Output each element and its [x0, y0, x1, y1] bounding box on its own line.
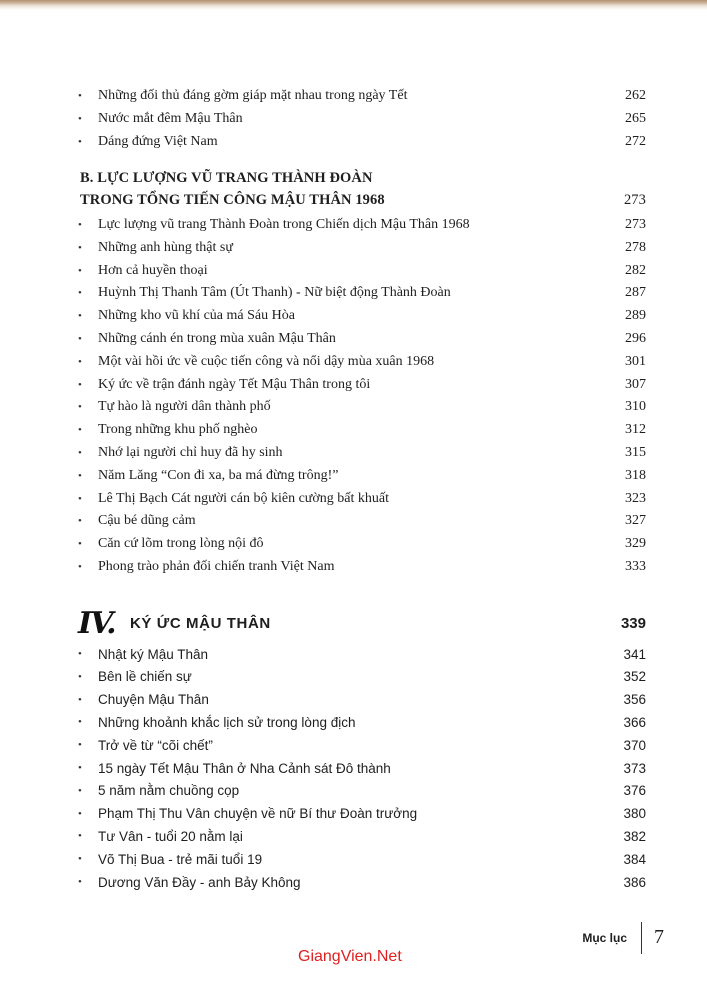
- toc-entry-page: 382: [623, 828, 646, 844]
- bullet-icon: •: [78, 241, 82, 254]
- toc-entry-page: 272: [625, 133, 646, 149]
- toc-entry: [78, 260, 646, 282]
- toc-entry: [78, 556, 646, 578]
- toc-entry: [78, 108, 646, 130]
- toc-entry-title: Huỳnh Thị Thanh Tâm (Út Thanh) - Nữ biệt động Thành Đoàn: [98, 285, 451, 301]
- bullet-icon: •: [78, 716, 82, 729]
- toc-entry-title: Tư Vân - tuổi 20 nằm lại: [98, 828, 243, 844]
- footer-page-number: 7: [654, 926, 664, 948]
- bullet-icon: •: [78, 538, 82, 551]
- toc-entry-title: Những khoảnh khắc lịch sử trong lòng địch: [98, 714, 356, 730]
- toc-entry-page: 373: [623, 760, 646, 776]
- bullet-icon: •: [78, 135, 82, 148]
- toc-entry-title: Hơn cả huyền thoại: [98, 262, 208, 278]
- toc-entry: [78, 848, 646, 870]
- bullet-icon: •: [78, 876, 82, 888]
- toc-entry: [78, 711, 646, 733]
- chapter-title: KÝ ỨC MẬU THÂN: [130, 614, 271, 632]
- toc-entry: [78, 214, 646, 236]
- toc-entry-title: Những đối thủ đáng gờm giáp mặt nhau trong ngày Tết: [98, 88, 408, 103]
- toc-entry: [78, 419, 646, 441]
- toc-entry-page: 289: [625, 308, 646, 324]
- toc-entry-title: Nhớ lại người chỉ huy đã hy sinh: [98, 445, 283, 460]
- toc-entry-page: 352: [623, 669, 646, 685]
- toc-entry: [78, 85, 646, 107]
- toc-entry-title: Cậu bé dũng cảm: [98, 513, 196, 529]
- bullet-icon: •: [78, 310, 82, 323]
- watermark-text: GiangVien.Net: [298, 948, 402, 965]
- bullet-icon: •: [78, 424, 82, 437]
- section-b-title-line2: TRONG TỔNG TIẾN CÔNG MẬU THÂN 1968: [80, 191, 385, 208]
- bullet-icon: •: [78, 401, 82, 414]
- toc-entry: [78, 803, 646, 825]
- toc-entry-title: Phạm Thị Thu Vân chuyện về nữ Bí thư Đoàn trưởng: [98, 806, 418, 822]
- toc-entry-title: Võ Thị Bua - trẻ mãi tuổi 19: [98, 851, 263, 867]
- toc-entry: [78, 689, 646, 711]
- toc-entry-title: Trở về từ “cõi chết”: [98, 737, 213, 753]
- toc-entry-page: 341: [623, 646, 646, 662]
- toc-entry: [78, 734, 646, 756]
- toc-entry: [78, 465, 646, 487]
- toc-entry-page: 376: [623, 783, 646, 799]
- toc-entry: [78, 780, 646, 802]
- toc-entry-title: Nhật ký Mậu Thân: [98, 646, 209, 662]
- chapter-numeral: IV.: [78, 605, 115, 641]
- bullet-icon: •: [78, 333, 82, 345]
- section-b-title-line1: B. LỰC LƯỢNG VŨ TRANG THÀNH ĐOÀN: [80, 169, 373, 186]
- toc-entry-page: 386: [623, 874, 646, 890]
- toc-entry-title: Những cánh én trong mùa xuân Mậu Thân: [98, 331, 336, 346]
- bullet-icon: •: [78, 469, 82, 482]
- toc-entry: [78, 305, 646, 327]
- toc-entry-title: Những kho vũ khí của má Sáu Hòa: [98, 308, 295, 324]
- toc-entry: [78, 374, 646, 396]
- toc-entry-page: 366: [623, 714, 646, 730]
- toc-entry-title: Trong những khu phố nghèo: [98, 422, 258, 438]
- toc-entry-title: Lê Thị Bạch Cát người cán bộ kiên cường bất khuất: [98, 490, 389, 506]
- toc-entry-page: 310: [625, 399, 646, 415]
- toc-entry-title: Dáng đứng Việt Nam: [98, 133, 218, 149]
- toc-entry-title: 5 năm nằm chuồng cọp: [98, 783, 240, 799]
- toc-entry-title: Căn cứ lõm trong lòng nội đô: [98, 536, 264, 552]
- toc-entry: [78, 757, 646, 779]
- toc-entry-title: Tự hào là người dân thành phố: [98, 399, 271, 415]
- bullet-icon: •: [78, 219, 82, 231]
- toc-entry-page: 265: [625, 110, 646, 126]
- toc-entry-title: Chuyện Mậu Thân: [98, 692, 209, 708]
- toc-entry-page: 315: [625, 445, 646, 460]
- toc-entry: [78, 442, 646, 464]
- toc-entry-page: 329: [625, 536, 646, 552]
- toc-entry-page: 287: [625, 285, 646, 301]
- bullet-icon: •: [78, 693, 82, 706]
- toc-entry-page: 384: [623, 851, 646, 867]
- bullet-icon: •: [78, 762, 82, 774]
- bullet-icon: •: [78, 492, 82, 505]
- toc-entry: [78, 643, 646, 665]
- toc-entry: [78, 871, 646, 893]
- footer-divider: [641, 922, 642, 954]
- toc-entry-title: Lực lượng vũ trang Thành Đoàn trong Chiến dịch Mậu Thân 1968: [98, 217, 470, 232]
- bullet-icon: •: [78, 378, 82, 391]
- toc-entry-page: 273: [625, 217, 646, 232]
- bullet-icon: •: [78, 561, 82, 573]
- bullet-icon: •: [78, 447, 82, 459]
- bullet-icon: •: [78, 264, 82, 277]
- toc-entry-page: 296: [625, 331, 646, 346]
- toc-entry: [78, 328, 646, 350]
- toc-entry: [78, 533, 646, 555]
- section-b-heading: [80, 167, 646, 211]
- toc-entry-title: Năm Lăng “Con đi xa, ba má đừng trông!”: [98, 467, 339, 483]
- bullet-icon: •: [78, 355, 82, 368]
- toc-entry-page: 278: [625, 239, 646, 255]
- bullet-icon: •: [78, 739, 82, 752]
- toc-entry-title: Nước mắt đêm Mậu Thân: [98, 110, 243, 126]
- bullet-icon: •: [78, 807, 82, 820]
- toc-entry-title: 15 ngày Tết Mậu Thân ở Nha Cảnh sát Đô thành: [98, 760, 391, 776]
- toc-entry-page: 312: [625, 422, 646, 438]
- toc-entry-title: Một vài hồi ức về cuộc tiến công và nổi dậy mùa xuân 1968: [98, 353, 435, 369]
- chapter-iv-heading: [78, 604, 646, 642]
- toc-entry-title: Phong trào phản đối chiến tranh Việt Nam: [98, 559, 335, 574]
- bullet-icon: •: [78, 853, 82, 866]
- toc-entry: [78, 510, 646, 532]
- toc-entry-title: Ký ức về trận đánh ngày Tết Mậu Thân trong tôi: [98, 376, 371, 392]
- toc-entry: [78, 825, 646, 847]
- bullet-icon: •: [78, 670, 82, 683]
- toc-entry: [78, 131, 646, 153]
- toc-entry: [78, 396, 646, 418]
- toc-entry-title: Những anh hùng thật sự: [98, 239, 233, 255]
- toc-entry: [78, 666, 646, 688]
- bullet-icon: •: [78, 784, 82, 797]
- toc-entry-page: 323: [625, 490, 646, 506]
- footer-section-label: Mục lục: [582, 931, 627, 945]
- toc-entry-title: Dương Văn Đầy - anh Bảy Không: [98, 874, 301, 890]
- bullet-icon: •: [78, 830, 82, 843]
- toc-entry-page: 307: [625, 376, 646, 392]
- bullet-icon: •: [78, 90, 82, 102]
- toc-entry: [78, 488, 646, 510]
- toc-entry-page: 370: [623, 737, 646, 753]
- toc-entry: [78, 282, 646, 304]
- toc-entry: [78, 237, 646, 259]
- toc-entry-page: 282: [625, 262, 646, 278]
- toc-entry: [78, 351, 646, 373]
- bullet-icon: •: [78, 112, 82, 125]
- bullet-icon: •: [78, 515, 82, 528]
- toc-entry-page: 327: [625, 513, 646, 529]
- toc-entry-page: 333: [625, 559, 646, 574]
- toc-entry-page: 356: [623, 692, 646, 708]
- bullet-icon: •: [78, 287, 82, 300]
- chapter-page: 339: [620, 614, 646, 632]
- toc-entry-title: Bên lề chiến sự: [98, 669, 192, 685]
- toc-entry-page: 301: [625, 353, 646, 369]
- toc-entry-page: 380: [623, 806, 646, 822]
- bullet-icon: •: [78, 648, 82, 660]
- toc-entry-page: 318: [625, 467, 646, 483]
- toc-entry-page: 262: [625, 88, 646, 103]
- section-b-page: 273: [623, 191, 646, 208]
